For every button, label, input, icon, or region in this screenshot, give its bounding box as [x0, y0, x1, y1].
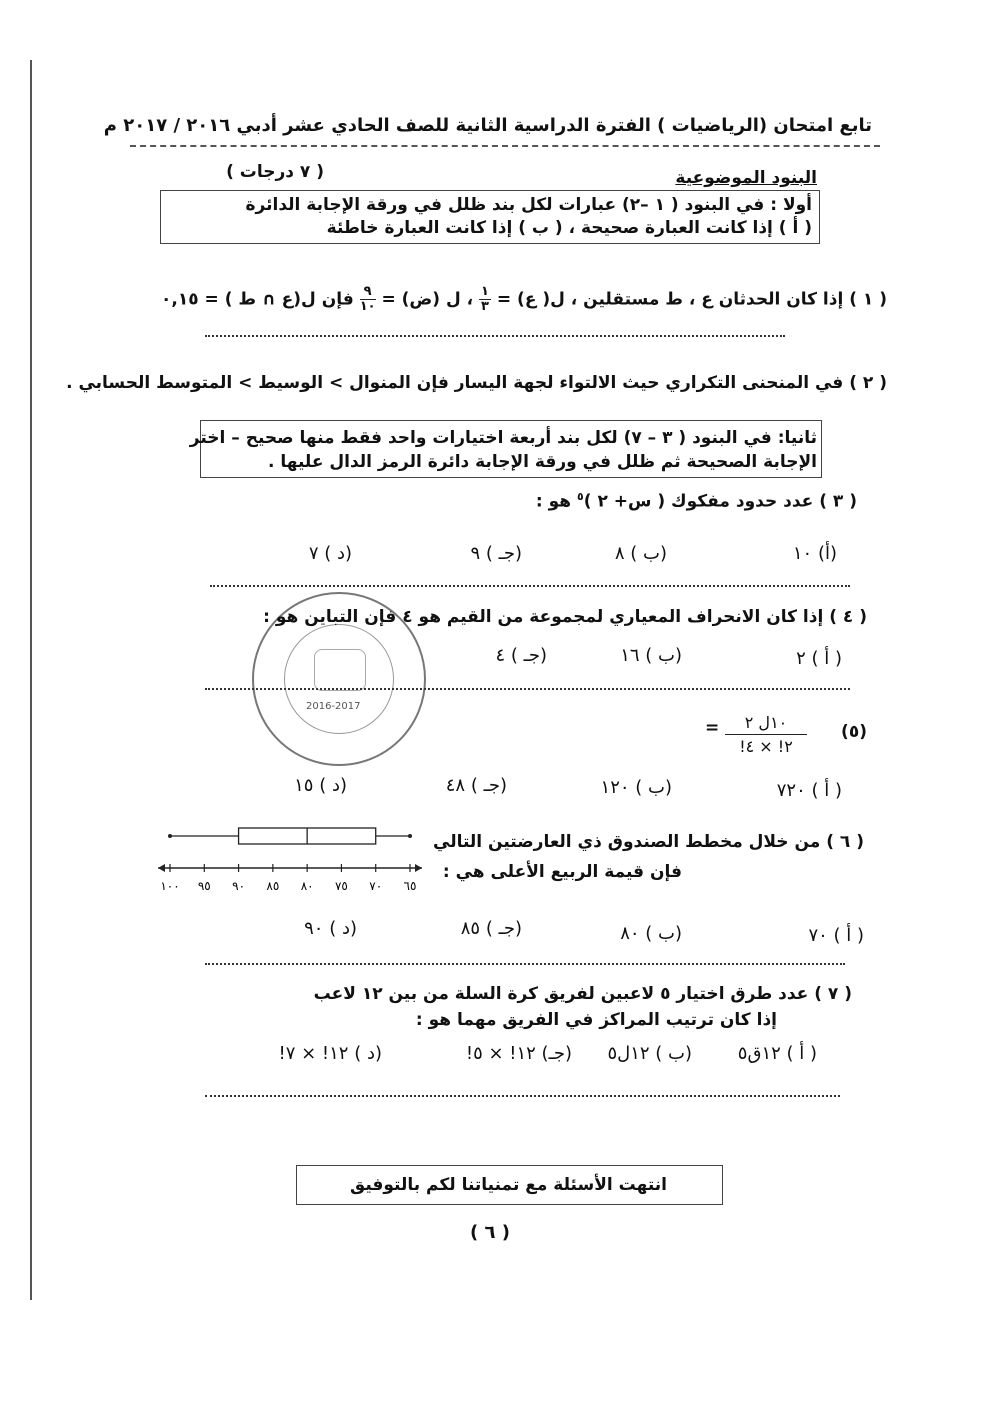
q5-option-d[interactable]: (د ) ١٥: [294, 775, 347, 796]
question-2: ( ٢ ) في المنحنى التكراري حيث الالتواء لجهة اليسار فإن المنوال > الوسيط > المتوسط الحسابي .: [66, 373, 887, 393]
box-and-whisker-plot: [150, 822, 430, 902]
question-1-suffix: فإن ل(ع ∩ ط ) = ٠,١٥: [161, 289, 354, 310]
closing-message: انتهت الأسئلة مع تمنياتنا لكم بالتوفيق: [350, 1175, 667, 1195]
q7-option-c[interactable]: (جـ) ١٢! × ٥!: [465, 1043, 572, 1064]
question-5-denominator: ٢! × ٤!: [739, 737, 793, 756]
section-marks: ( ٧ درجات ): [226, 162, 324, 182]
question-5-numerator: ١٠ل ٢: [725, 712, 807, 735]
q4-option-b[interactable]: (ب ) ١٦: [620, 645, 682, 666]
q7-option-b[interactable]: (ب ) ١٢ل٥: [607, 1043, 692, 1064]
question-3-exponent: ٥: [577, 490, 584, 503]
section-heading: البنود الموضوعية: [675, 168, 817, 188]
question-7-subtext: إذا كان ترتيب المراكز في الفريق مهما هو :: [415, 1010, 777, 1030]
axis-tick-label: ٧٥: [334, 879, 348, 893]
axis-tick-label: ٨٥: [266, 879, 280, 893]
exam-header-title: تابع امتحان (الرياضيات ) الفترة الدراسية الثانية للصف الحادي عشر أدبي ٢٠١٦ / ٢٠١٧ م: [103, 115, 872, 136]
school-seal-year: 2016-2017: [306, 701, 361, 712]
axis-tick-label: ٩٥: [197, 879, 211, 893]
q3-option-a[interactable]: (أ) ١٠: [792, 543, 837, 564]
whisker-end-max: [168, 834, 172, 838]
question-1: [161, 285, 887, 314]
question-1-middle: ، ل (ض) =: [381, 289, 474, 310]
page-number: ( ٦ ): [470, 1222, 510, 1243]
q5-option-c[interactable]: (جـ ) ٤٨: [445, 775, 507, 796]
axis-tick-label: ٩٠: [232, 879, 246, 893]
question-6-subtext: فإن قيمة الربيع الأعلى هي :: [442, 862, 682, 882]
q5-option-a[interactable]: ( أ ) ٧٢٠: [776, 780, 842, 801]
answer-line-1: [205, 335, 785, 337]
part1-instruction-line1: أولا : في البنود ( ١ –٢) عبارات لكل بند ظلل في ورقة الإجابة الدائرة: [245, 195, 812, 215]
q4-option-a[interactable]: ( أ ) ٢: [796, 648, 842, 669]
axis-tick-label: ٨٠: [300, 879, 314, 893]
q6-option-d[interactable]: (د ) ٩٠: [304, 918, 357, 939]
question-5-label: (٥): [841, 722, 867, 742]
axis-tick-label: ٦٥: [403, 879, 417, 893]
q3-option-b[interactable]: (ب ) ٨: [614, 543, 667, 564]
fraction1-numerator: ١: [481, 284, 489, 299]
page-margin-line: [30, 60, 32, 1300]
q5-option-b[interactable]: (ب ) ١٢٠: [600, 777, 672, 798]
question-1-prefix: ( ١ ) إذا كان الحدثان ع ، ط مستقلين ، ل( ع) =: [496, 289, 887, 310]
axis-tick-label: ١٠٠: [160, 879, 180, 893]
fraction2-numerator: ٩: [360, 285, 376, 300]
number-line-arrow-left: [158, 864, 165, 872]
question-3: [536, 490, 857, 512]
question-5-equals: =: [705, 718, 720, 738]
answer-line-3: [210, 585, 850, 587]
part2-instruction-line1: ثانيا: في البنود ( ٣ – ٧) لكل بند أربعة اختيارات واحد فقط منها صحيح – اختر: [189, 428, 817, 448]
axis-tick-label: ٧٠: [369, 879, 383, 893]
header-divider: [130, 145, 880, 147]
question-3-text: ( ٣ ) عدد حدود مفكوك ( س+ ٢ ): [583, 491, 857, 512]
question-3-tail: هو :: [535, 491, 572, 512]
question-7: ( ٧ ) عدد طرق اختيار ٥ لاعبين لفريق كرة السلة من بين ١٢ لاعب: [313, 984, 852, 1004]
q3-option-c[interactable]: (جـ ) ٩: [470, 543, 522, 564]
question-4: ( ٤ ) إذا كان الانحراف المعياري لمجموعة من القيم هو ٤ فإن التباين هو :: [263, 607, 867, 627]
school-seal-emblem: [314, 649, 366, 691]
q6-option-a[interactable]: ( أ ) ٧٠: [808, 925, 864, 946]
fraction-nine-tenths: [360, 285, 376, 314]
number-line-arrow-right: [415, 864, 422, 872]
q3-option-d[interactable]: (د ) ٧: [308, 543, 352, 564]
answer-line-4: [205, 688, 850, 690]
answer-line-7: [205, 1095, 840, 1097]
part1-instruction-line2: ( أ ) إذا كانت العبارة صحيحة ، ( ب ) إذا كانت العبارة خاطئة: [326, 218, 812, 238]
question-6: ( ٦ ) من خلال مخطط الصندوق ذي العارضتين التالي: [433, 832, 864, 852]
q6-option-c[interactable]: (جـ ) ٨٥: [460, 918, 522, 939]
answer-line-6: [205, 963, 845, 965]
q7-option-a[interactable]: ( أ ) ١٢ق٥: [737, 1043, 817, 1064]
q6-option-b[interactable]: (ب ) ٨٠: [620, 923, 682, 944]
q4-option-c[interactable]: (جـ ) ٤: [495, 645, 547, 666]
question-5-fraction: [725, 712, 807, 759]
part2-instruction-line2: الإجابة الصحيحة ثم ظلل في ورقة الإجابة دائرة الرمز الدال عليها .: [267, 452, 817, 472]
fraction-one-third: [479, 285, 491, 314]
fraction2-denominator: ١٠: [359, 299, 376, 314]
fraction1-denominator: ٣: [481, 299, 489, 314]
q7-option-d[interactable]: (د ) ١٢! × ٧!: [278, 1043, 382, 1064]
whisker-end-min: [408, 834, 412, 838]
